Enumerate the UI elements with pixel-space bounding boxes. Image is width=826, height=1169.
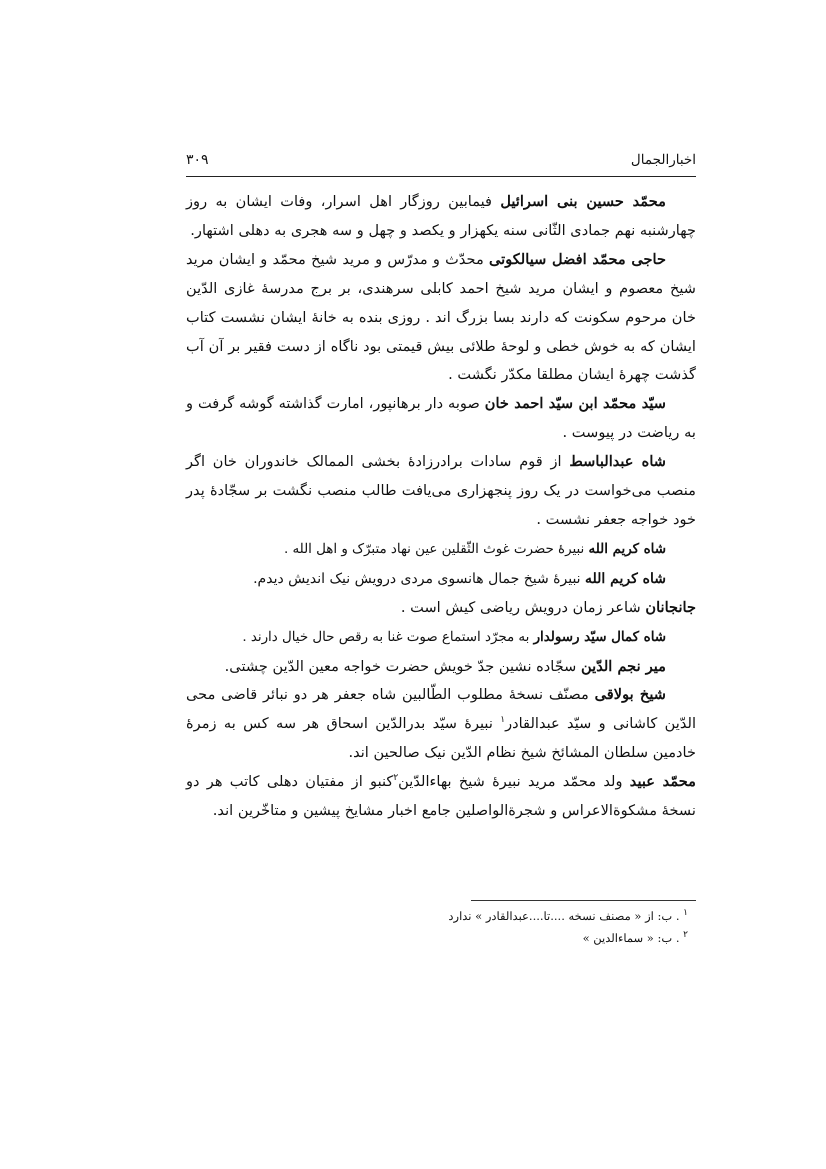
footnote-divider [471,900,696,901]
entry-text: کنبو از مفتیان دهلی کاتب هر دو نسخهٔ مشکوةالاعراس و شجرةالواصلین جامع اخبار مشایخ پیشین و متاخّرین اند. [186,773,696,820]
footnote-marker: ۲ [393,773,399,784]
entry-text: فیمابین روزگار اهل اسرار، وفات ایشان به روز چهارشنبه نهم جمادی الثّانی سنه یکهزار و یکصد و چهل و سه هجری به دهلی اشتهار. [186,193,696,239]
entry-abdul-basit [186,448,696,535]
entry-muhammad-husain [186,188,696,246]
entry-name: محمّد حسین بنی اسرائیل [500,193,666,210]
page-number: ۳۰۹ [186,152,209,168]
footnote-number: ۱ [683,908,688,919]
entry-name: جانجانان [645,598,696,616]
entry-afzal-sialkoti [186,246,696,391]
entry-text: مصنّف نسخهٔ مطلوب الطّالبین شاه جعفر هر دو نبائر قاضی محی الدّین کاشانی و سیّد عبدالقادر [186,686,696,733]
entry-name: محمّد عبید [629,773,696,791]
entry-karimullah-1 [186,535,696,565]
entry-najm-uddin [186,653,696,682]
entry-name: شاه کریم الله [588,540,666,557]
entry-text: به مجرّد استماع صوت غنا به رقص حال خیال دارند . [242,629,534,645]
entry-text: از قوم سادات برادرزادهٔ بخشی الممالک خاندوران خان اگر منصب می‌خواست در یک روز پنجهزاری می‌یافت طالب منصب نگشت بر سجّادهٔ پدر خود خواجه جعفر نشست . [186,453,696,528]
entry-name: شاه کریم الله [585,570,666,587]
footnote-1 [186,905,696,927]
footnote-marker: ۱ [500,715,506,726]
footnotes [186,900,696,949]
entry-text: شاعر زمان درویش ریاضی کیش است . [400,598,646,616]
entry-bolaqi [186,681,696,768]
entry-janjanan [186,594,696,623]
page-header [186,150,696,177]
footnote-text: . ب: از « مصنف نسخه ....تا....عبدالقادر » ندارد [448,909,684,923]
entry-text: محدّث و مدرّس و مرید شیخ محمّد و ایشان مرید شیخ معصوم و ایشان مرید شیخ احمد کابلی سرهندی، بر برج مدرسهٔ غازی الدّین خان مرحوم سکونت که دارند بسا بزرگ اند . روزی بنده به خانهٔ ایشان نشست کتاب ایشان که به خوش خطی و لوحهٔ طلائی بیش قیمتی بود ناگاه از دست فقیر بر آن آب گذشت چهرهٔ ایشان مطلقا مکدّر نگشت . [186,250,696,384]
footnote-text: . ب: « سماءالدین » [582,931,684,945]
entry-shah-kamal [186,623,696,653]
footnote-2 [186,927,696,949]
entry-name: شاه عبدالباسط [569,453,666,471]
entry-muhammad-ubaid [186,768,696,826]
entry-name: شیخ بولاقی [594,686,666,704]
entry-name: شاه کمال سیّد رسولدار [533,628,666,645]
entry-text: نبیرهٔ سیّد بدرالدّین اسحاق هر سه کس به زمرهٔ خادمین سلطان المشائخ شیخ نظام الدّین نیک صالحین اند. [186,715,696,762]
entry-name: میر نجم الدّین [581,657,666,675]
entry-name: حاجی محمّد افضل سیالکوتی [488,250,666,268]
entry-text: ولد محمّد مرید نبیرهٔ شیخ بهاءالدّین [398,773,630,791]
entry-text: نبیرهٔ شیخ جمال هانسوی مردی درویش نیک اندیش دیدم. [253,570,586,587]
entry-text: سجّاده نشین جدّ خویش حضرت خواجه معین الدّین چشتی. [224,657,582,675]
entry-sayyid-muhammad [186,390,696,448]
entry-text: نبیرهٔ حضرت غوث الثّقلین عین نهاد متبرّک و اهل الله . [283,541,589,557]
entry-name: سیّد محمّد ابن سیّد احمد خان [484,395,666,413]
entry-text: صوبه دار برهانپور، امارت گذاشته گوشه گرفت و به ریاضت در پیوست . [186,395,696,442]
running-title: اخبارالجمال [630,152,696,168]
entry-karimullah-2 [186,565,696,594]
footnote-number: ۲ [683,930,688,941]
body-text [186,188,696,826]
